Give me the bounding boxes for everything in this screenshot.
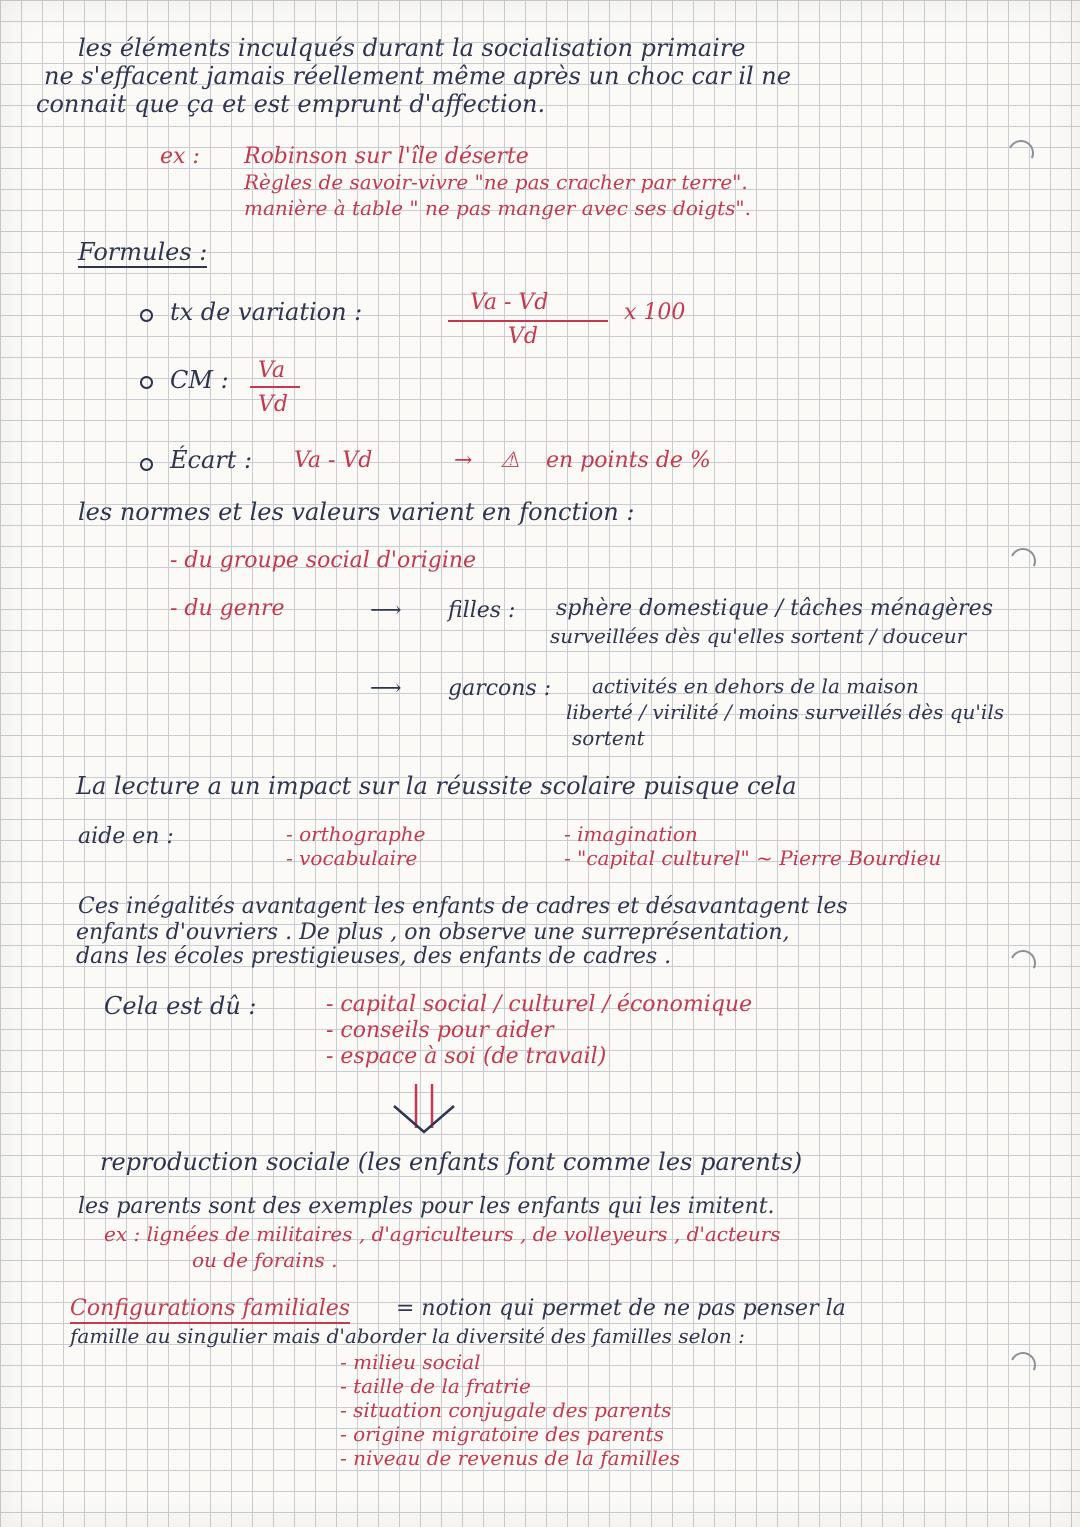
right-arrow-icon: ⟶ (370, 676, 402, 701)
configurations-line-2: famille au singulier mais d'aborder la diversité des familles selon : (70, 1324, 745, 1348)
variation-denominator: Vd (508, 324, 538, 349)
reading-col1-item-2: - vocabulaire (286, 846, 418, 870)
configurations-item-3: - situation conjugale des parents (340, 1398, 672, 1422)
norms-item-1: - du groupe social d'origine (170, 548, 477, 573)
garcons-line-3: sortent (572, 726, 645, 750)
bullet-icon (140, 376, 153, 389)
binder-ring-mark (1006, 946, 1039, 979)
formulas-heading: Formules : (78, 238, 208, 266)
reading-line-1: La lecture a un impact sur la réussite scolaire puisque cela (76, 772, 797, 800)
ecart-note: en points de % (546, 448, 711, 473)
ecart-value: Va - Vd (294, 448, 373, 473)
intro-line-2: ne s'effacent jamais réellement même après un choc car il ne (44, 62, 791, 90)
configurations-item-4: - origine migratoire des parents (340, 1422, 664, 1446)
inequalities-line-3: dans les écoles prestigieuses, des enfants de cadres . (76, 944, 672, 969)
fraction-bar (250, 386, 300, 388)
reading-col1-item-1: - orthographe (286, 822, 426, 846)
cm-numerator: Va (258, 358, 285, 383)
right-arrow-icon: → (454, 448, 473, 473)
inequalities-line-2: enfants d'ouvriers . De plus , on observe une surreprésentation, (76, 920, 790, 945)
garcons-line-2: liberté / virilité / moins surveillés dès qu'ils (566, 700, 1004, 724)
configurations-item-5: - niveau de revenus de la familles (340, 1446, 680, 1470)
bullet-icon (140, 458, 153, 471)
garcons-line-1: activités en dehors de la maison (592, 674, 919, 698)
cause-item-1: - capital social / culturel / économique (326, 992, 753, 1017)
reproduction-line-1: reproduction sociale (les enfants font comme les parents) (100, 1148, 803, 1176)
example-line-2: Règles de savoir-vivre "ne pas cracher par terre". (244, 170, 748, 194)
example-label: ex : (160, 144, 200, 169)
binder-ring-mark (1006, 1348, 1039, 1381)
binder-ring-mark (1006, 544, 1039, 577)
reproduction-line-2: les parents sont des exemples pour les enfants qui les imitent. (78, 1194, 775, 1219)
double-down-arrow-icon (388, 1080, 460, 1136)
configurations-term: Configurations familiales (70, 1298, 350, 1324)
reproduction-line-4: ou de forains . (192, 1248, 338, 1272)
filles-line-1: sphère domestique / tâches ménagères (556, 596, 993, 621)
example-line-1: Robinson sur l'île déserte (244, 144, 529, 169)
reading-aide: aide en : (78, 824, 174, 849)
cm-denominator: Vd (258, 392, 288, 417)
right-arrow-icon: ⟶ (370, 598, 402, 623)
variation-multiplier: x 100 (624, 300, 686, 325)
garcons-label: garcons : (448, 676, 552, 701)
filles-label: filles : (448, 598, 516, 623)
cause-label: Cela est dû : (104, 992, 257, 1020)
ecart-label: Écart : (170, 446, 253, 474)
reproduction-line-3: ex : lignées de militaires , d'agriculteurs , de volleyeurs , d'acteurs (104, 1222, 781, 1246)
fraction-bar (448, 320, 608, 322)
norms-item-2: - du genre (170, 596, 285, 621)
example-line-3: manière à table " ne pas manger avec ses doigts". (244, 196, 751, 220)
reading-col2-item-1: - imagination (564, 822, 698, 846)
variation-numerator: Va - Vd (470, 290, 549, 315)
bullet-icon (140, 309, 153, 322)
cause-item-3: - espace à soi (de travail) (326, 1044, 607, 1069)
configurations-item-2: - taille de la fratrie (340, 1374, 531, 1398)
intro-line-3: connait que ça et est emprunt d'affection. (36, 90, 546, 118)
filles-line-2: surveillées dès qu'elles sortent / douceur (550, 624, 967, 648)
warning-icon: ⚠ (500, 448, 520, 473)
cm-label: CM : (170, 366, 229, 394)
configurations-line-1: = notion qui permet de ne pas penser la (396, 1296, 846, 1321)
cause-item-2: - conseils pour aider (326, 1018, 554, 1043)
reading-col2-item-2: - "capital culturel" ~ Pierre Bourdieu (564, 846, 942, 870)
variation-label: tx de variation : (170, 298, 363, 326)
intro-line-1: les éléments inculqués durant la socialisation primaire (78, 34, 746, 62)
inequalities-line-1: Ces inégalités avantagent les enfants de cadres et désavantagent les (78, 894, 848, 919)
norms-intro: les normes et les valeurs varient en fonction : (78, 498, 635, 526)
configurations-item-1: - milieu social (340, 1350, 481, 1374)
binder-ring-mark (1004, 136, 1037, 169)
